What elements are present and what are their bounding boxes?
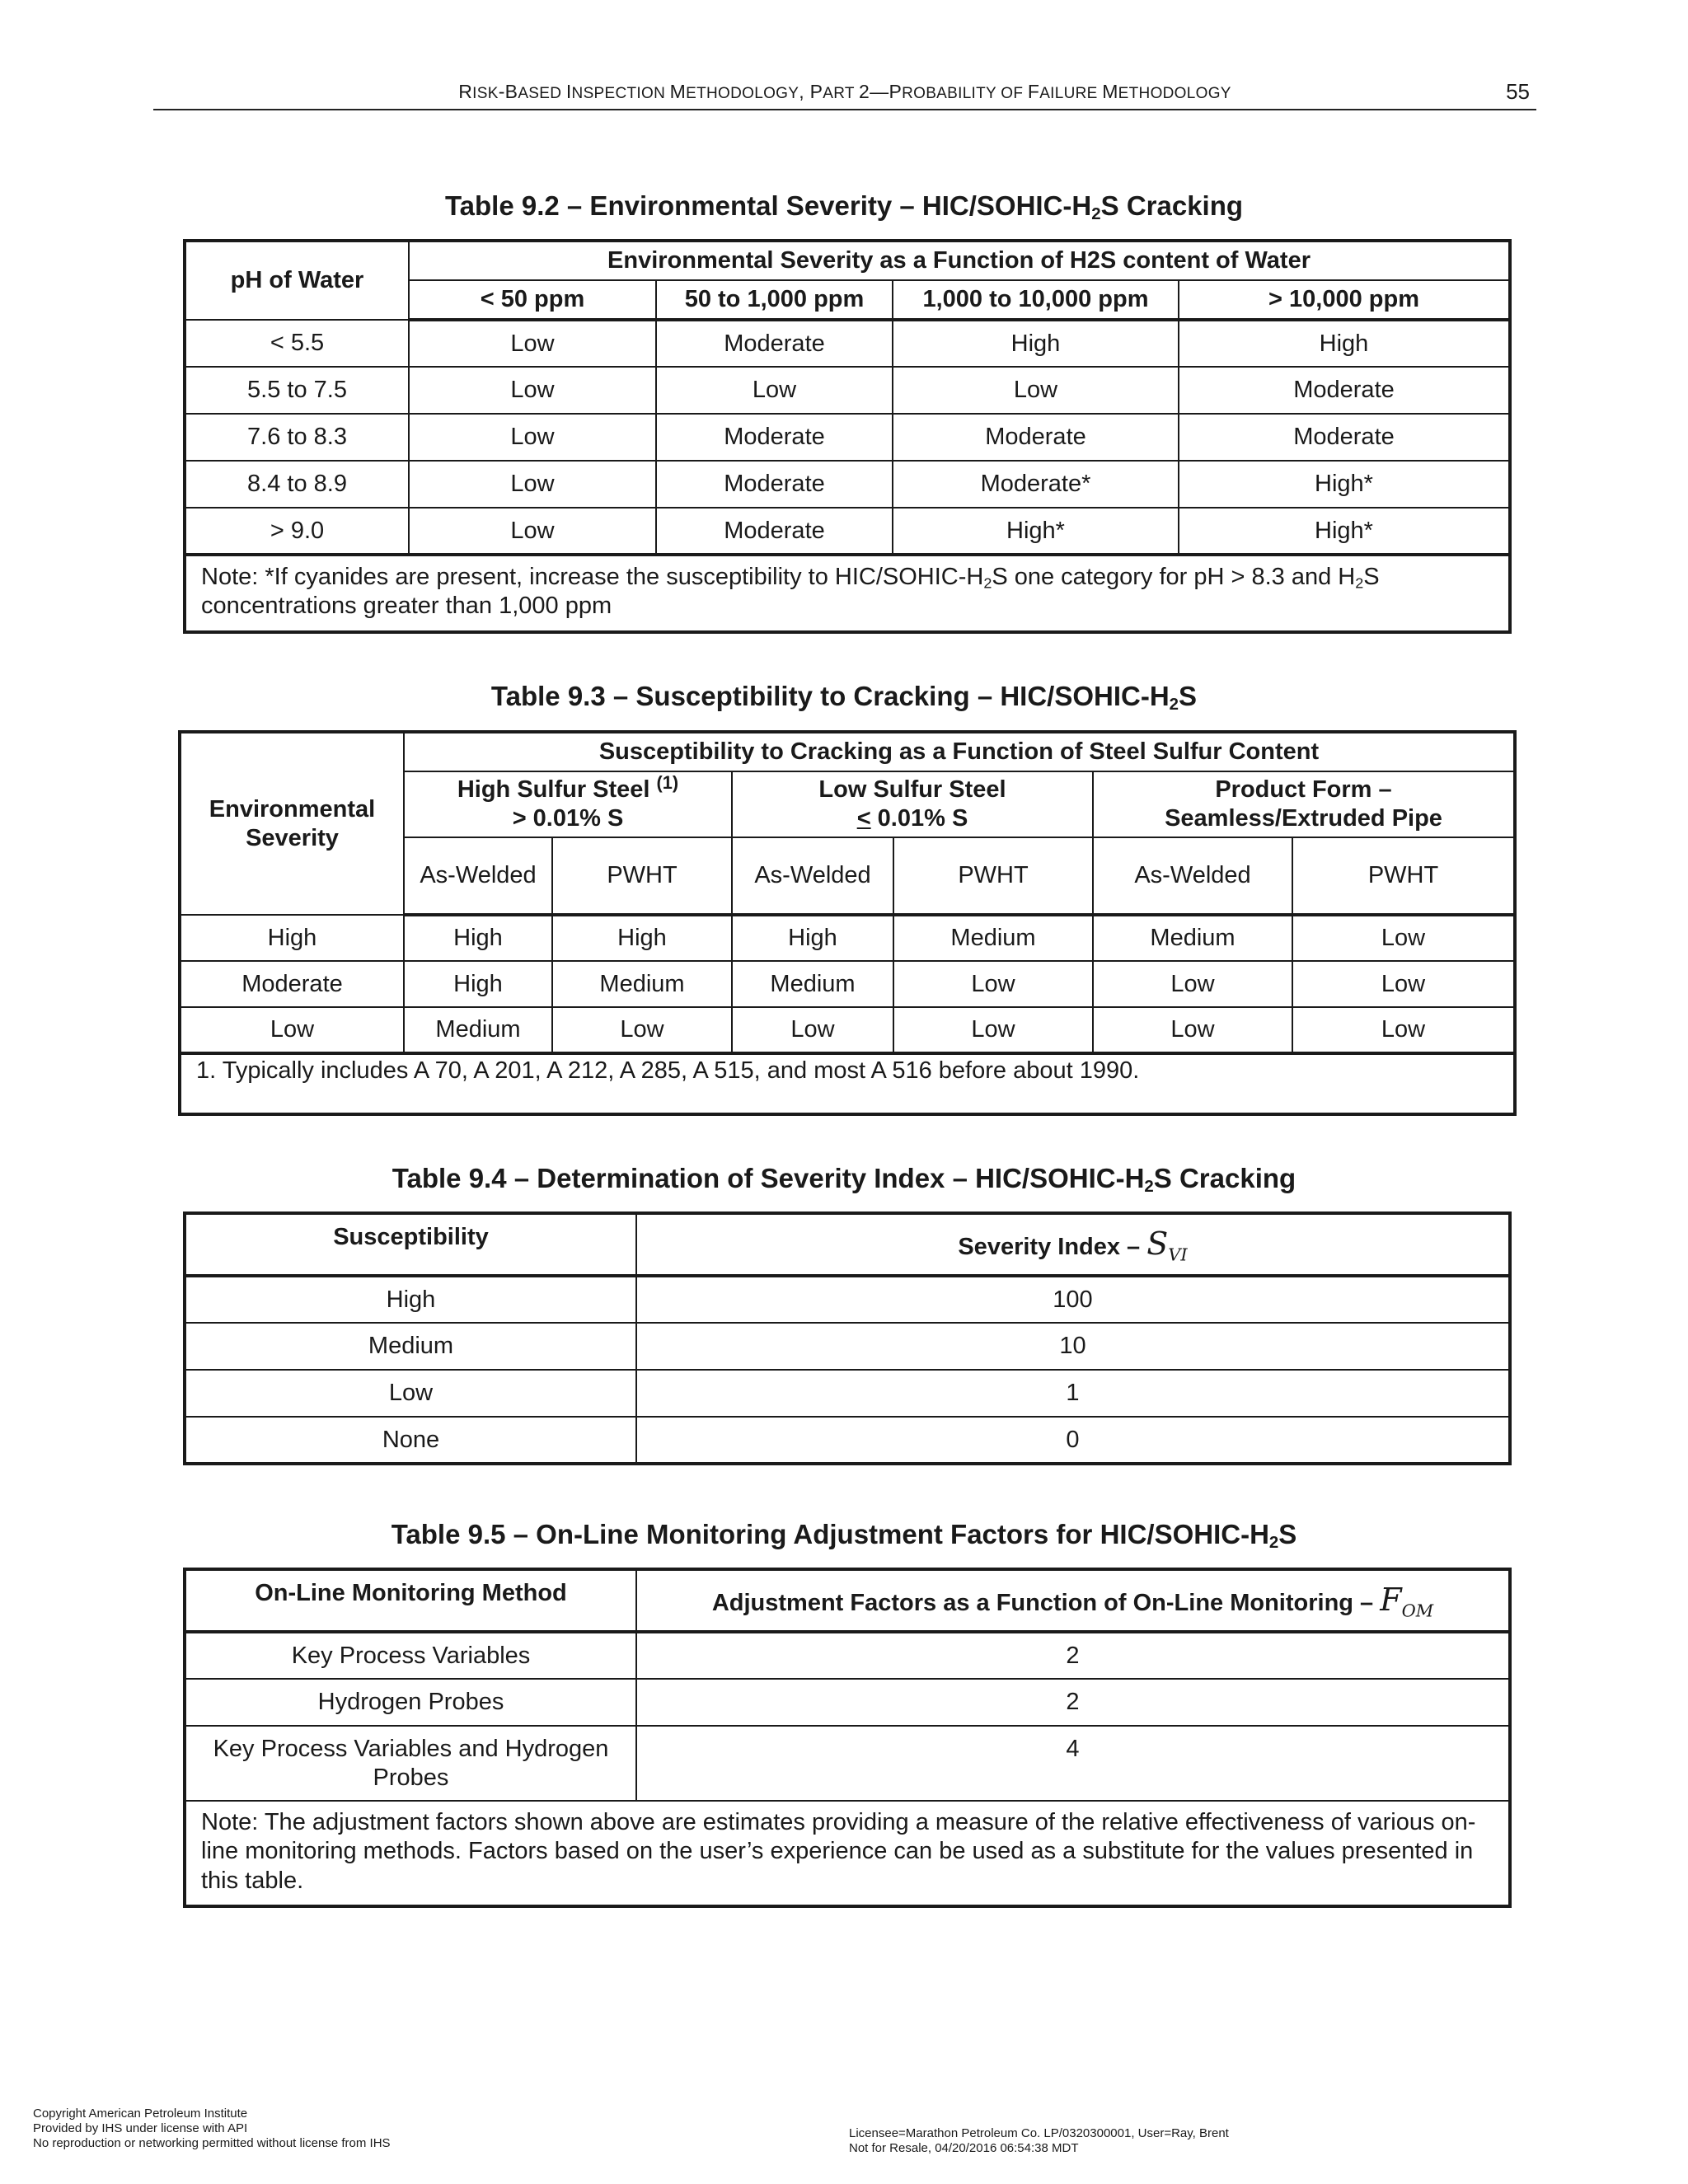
index-cell: 0 — [636, 1417, 1510, 1464]
copyright-footer: Copyright American Petroleum Institute Provided by IHS under license with API No reproduction or networking permitted without license from IHS — [33, 2107, 391, 2150]
factor-cell: 2 — [636, 1632, 1510, 1679]
value-cell: Moderate — [893, 414, 1179, 461]
value-cell: Moderate — [1179, 367, 1510, 414]
header-title: RISK-BASED INSPECTION METHODOLOGY, PART 2—PROBABILITY OF FAILURE METHODOLOGY — [458, 81, 1231, 102]
value-cell: Low — [409, 367, 656, 414]
table-9-2 — [183, 239, 1512, 634]
value-cell: High* — [893, 508, 1179, 555]
susceptibility-cell: None — [185, 1417, 636, 1464]
index-cell: 1 — [636, 1370, 1510, 1417]
table-9-2-caption: Table 9.2 – Environmental Severity – HIC/$SOHIC-H_2S$ Cracking — [444, 190, 1244, 224]
value-cell: Low — [1292, 915, 1515, 961]
severity-cell: Low — [180, 1007, 404, 1053]
column-header: > 10,000 ppm — [1179, 280, 1510, 320]
value-cell: Moderate — [656, 461, 893, 508]
value-cell: Low — [732, 1007, 893, 1053]
table-row — [185, 1417, 1510, 1464]
table-row — [185, 1323, 1510, 1370]
value-cell: Low — [656, 367, 893, 414]
susceptibility-cell: Medium — [185, 1323, 636, 1370]
table-row — [185, 320, 1510, 367]
value-cell: Low — [409, 320, 656, 367]
svi-symbol: $S_{VI}$ — [1146, 1226, 1188, 1265]
table-9-2-note: Note: *If cyanides are present, increase the susceptibility to HIC/$SOHIC-H_2S$ one category for pH > 8.3 and $H_2S$ concentrations greater than 1,000 ppm — [185, 555, 1510, 632]
subcolumn-header: PWHT — [1292, 837, 1515, 915]
value-cell: Low — [409, 508, 656, 555]
severity-cell: Moderate — [180, 961, 404, 1007]
subcolumn-header: As-Welded — [404, 837, 552, 915]
index-cell: 10 — [636, 1323, 1510, 1370]
table-row — [185, 1679, 1510, 1726]
column-header: 50 to 1,000 ppm — [656, 280, 893, 320]
value-cell: Moderate — [656, 414, 893, 461]
table-row — [185, 461, 1510, 508]
table-row — [185, 367, 1510, 414]
factor-cell: 4 — [636, 1726, 1510, 1801]
monitoring-method-header: On-Line Monitoring Method — [185, 1569, 636, 1632]
column-header: < 50 ppm — [409, 280, 656, 320]
ph-cell: < 5.5 — [185, 320, 409, 367]
low-sulfur-header: Low Sulfur Steel < 0.01% S — [732, 771, 1093, 837]
table-row — [185, 1276, 1510, 1323]
value-cell: Medium — [1093, 915, 1292, 961]
ph-cell: > 9.0 — [185, 508, 409, 555]
value-cell: Medium — [732, 961, 893, 1007]
severity-cell: High — [180, 915, 404, 961]
subcolumn-header: As-Welded — [732, 837, 893, 915]
table-9-3 — [178, 730, 1517, 1116]
env-severity-group-header: Environmental Severity as a Function of H2S content of Water — [409, 241, 1510, 280]
value-cell: Low — [409, 414, 656, 461]
ph-cell: 5.5 to 7.5 — [185, 367, 409, 414]
table-row — [185, 1370, 1510, 1417]
value-cell: High — [732, 915, 893, 961]
value-cell: High* — [1179, 508, 1510, 555]
severity-index-header: Severity Index – $S_{VI}$ — [636, 1213, 1510, 1276]
value-cell: Low — [1093, 1007, 1292, 1053]
column-header: 1,000 to 10,000 ppm — [893, 280, 1179, 320]
index-cell: 100 — [636, 1276, 1510, 1323]
method-cell: Key Process Variables and Hydrogen Probes — [185, 1726, 636, 1801]
susceptibility-header: Susceptibility — [185, 1213, 636, 1276]
table-9-3-caption: Table 9.3 – Susceptibility to Cracking – HIC/$SOHIC-H_2S$ — [490, 681, 1198, 715]
value-cell: Moderate — [1179, 414, 1510, 461]
running-header — [153, 79, 1536, 110]
value-cell: Low — [893, 961, 1093, 1007]
table-9-4-caption: Table 9.4 – Determination of Severity Index – HIC/$SOHIC-H_2S$ Cracking — [392, 1163, 1296, 1197]
table-9-3-footnote: 1. Typically includes A 70, A 201, A 212, A 285, A 515, and most A 516 before about 1990. — [180, 1053, 1515, 1114]
env-severity-header: Environmental Severity — [180, 732, 404, 915]
method-cell: Key Process Variables — [185, 1632, 636, 1679]
susceptibility-group-header: Susceptibility to Cracking as a Function of Steel Sulfur Content — [404, 732, 1515, 771]
ph-cell: 8.4 to 8.9 — [185, 461, 409, 508]
value-cell: High — [893, 320, 1179, 367]
subcolumn-header: PWHT — [893, 837, 1093, 915]
table-9-5-caption: Table 9.5 – On-Line Monitoring Adjustment Factors for HIC/$SOHIC-H_2S$ — [391, 1519, 1297, 1553]
high-sulfur-header: High Sulfur Steel $^{(1)}$ > 0.01% S — [404, 771, 732, 837]
value-cell: Low — [893, 1007, 1093, 1053]
value-cell: High — [552, 915, 732, 961]
susceptibility-cell: Low — [185, 1370, 636, 1417]
table-row — [180, 915, 1515, 961]
value-cell: High — [1179, 320, 1510, 367]
value-cell: High — [404, 915, 552, 961]
table-9-4 — [183, 1212, 1512, 1465]
table-row — [180, 1007, 1515, 1053]
value-cell: Medium — [552, 961, 732, 1007]
factor-cell: 2 — [636, 1679, 1510, 1726]
value-cell: Low — [893, 367, 1179, 414]
adjustment-factor-header: Adjustment Factors as a Function of On-Line Monitoring – $F_{OM}$ — [636, 1569, 1510, 1632]
page-number: 55 — [1506, 79, 1530, 104]
subcolumn-header: As-Welded — [1093, 837, 1292, 915]
value-cell: High — [404, 961, 552, 1007]
fom-symbol: $F_{OM}$ — [1380, 1582, 1434, 1621]
value-cell: Moderate* — [893, 461, 1179, 508]
table-row — [185, 508, 1510, 555]
value-cell: Medium — [404, 1007, 552, 1053]
table-9-5 — [183, 1568, 1512, 1908]
license-footer: Licensee=Marathon Petroleum Co. LP/0320300001, User=Ray, Brent Not for Resale, 04/20/2016 06:54:38 MDT — [849, 2126, 1229, 2155]
value-cell: Low — [552, 1007, 732, 1053]
value-cell: Medium — [893, 915, 1093, 961]
table-row — [185, 1726, 1510, 1801]
table-row — [185, 414, 1510, 461]
value-cell: High* — [1179, 461, 1510, 508]
value-cell: Moderate — [656, 508, 893, 555]
table-row — [185, 1632, 1510, 1679]
value-cell: Low — [409, 461, 656, 508]
value-cell: Low — [1292, 961, 1515, 1007]
ph-header: pH of Water — [185, 241, 409, 320]
product-form-header: Product Form – Seamless/Extruded Pipe — [1093, 771, 1515, 837]
subcolumn-header: PWHT — [552, 837, 732, 915]
susceptibility-cell: High — [185, 1276, 636, 1323]
value-cell: Low — [1292, 1007, 1515, 1053]
ph-cell: 7.6 to 8.3 — [185, 414, 409, 461]
table-9-5-note: Note: The adjustment factors shown above are estimates providing a measure of the relative effectiveness of various on-line monitoring methods. Factors based on the user’s experience can be used as a substitute for the values presented in this table. — [185, 1801, 1510, 1906]
method-cell: Hydrogen Probes — [185, 1679, 636, 1726]
table-row — [180, 961, 1515, 1007]
value-cell: Moderate — [656, 320, 893, 367]
value-cell: Low — [1093, 961, 1292, 1007]
